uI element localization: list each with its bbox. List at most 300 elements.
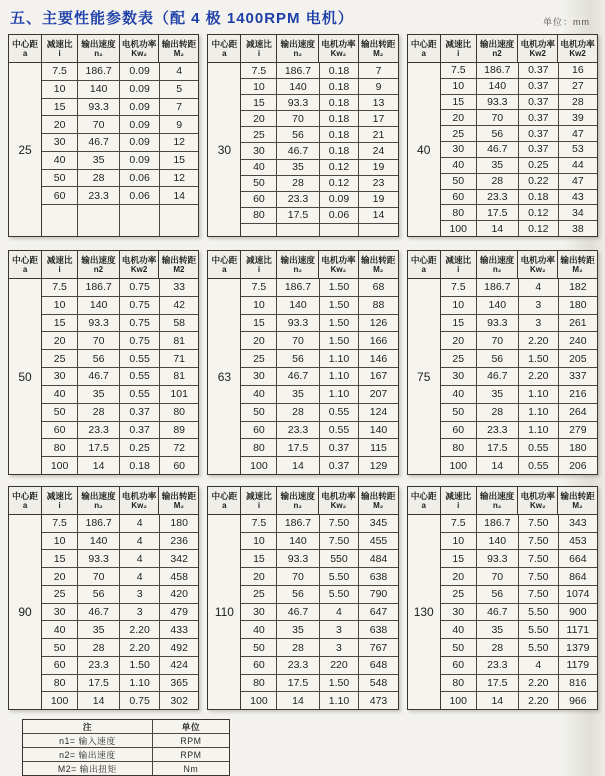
- center-distance-value: 90: [9, 515, 42, 709]
- table-row: [42, 657, 198, 675]
- table-cell: 100: [241, 692, 277, 709]
- table-cell: 7.5: [241, 515, 277, 532]
- table-cell: 28: [78, 404, 120, 421]
- column-header-symbol: Kw₂: [330, 264, 347, 274]
- table-cell: 1.50: [120, 657, 160, 674]
- table-cell: 30: [241, 368, 277, 385]
- table-cell: 3: [320, 639, 360, 656]
- column-header-name: 输出转距: [361, 254, 396, 265]
- table-cell: 1.10: [320, 368, 360, 385]
- table-row: [241, 111, 397, 127]
- table-cell: 5.50: [519, 639, 559, 656]
- table-cell: 0.37: [519, 63, 559, 78]
- table-row: [241, 79, 397, 95]
- table-cell: 186.7: [277, 515, 319, 532]
- column-header: [477, 35, 519, 62]
- table-row: [42, 422, 198, 440]
- table-cell: 70: [78, 116, 120, 133]
- table-cell: 180: [170, 517, 188, 530]
- table-row: [441, 368, 597, 386]
- table-cell: 1.50: [320, 297, 360, 314]
- column-header-name: 输出速度: [81, 254, 116, 265]
- table-row: [241, 586, 397, 604]
- table-cell: 207: [369, 388, 388, 401]
- column-header: [441, 251, 477, 278]
- table-row: [441, 174, 597, 190]
- column-header-symbol: a: [22, 500, 28, 510]
- table-row: [42, 586, 198, 604]
- table-cell: 93.3: [78, 315, 120, 332]
- table-row: [42, 63, 198, 81]
- table-cell: 767: [369, 641, 388, 654]
- column-header-name: 输出转距: [361, 38, 396, 49]
- table-cell: 93.3: [78, 550, 120, 567]
- column-header: [359, 487, 398, 514]
- table-cell: 80: [173, 406, 186, 419]
- column-header: [208, 487, 241, 514]
- table-cell: 0.55: [120, 368, 160, 385]
- table-cell: 15: [241, 550, 277, 567]
- column-header-symbol: i: [457, 48, 460, 58]
- column-header-symbol: a: [222, 48, 227, 58]
- table-cell: 7.50: [519, 568, 559, 585]
- table-cell: 0.18: [120, 457, 160, 474]
- table-row: [441, 550, 597, 568]
- table-row: [42, 692, 198, 709]
- table-cell: 70: [277, 568, 319, 585]
- table-cell: [241, 224, 277, 236]
- column-header: [277, 487, 319, 514]
- table-row: [42, 81, 198, 99]
- table-cell: 40: [441, 386, 477, 403]
- table-cell: 0.09: [120, 81, 160, 98]
- column-header-name: 中心距: [211, 490, 238, 501]
- table-cell: 17.5: [78, 675, 120, 692]
- table-cell: 343: [569, 517, 587, 530]
- table-cell: 15: [441, 550, 477, 567]
- center-distance-value: 63: [208, 279, 241, 474]
- table-cell: 220: [320, 657, 360, 674]
- column-header-name: 电机功率: [321, 490, 356, 501]
- table-cell: 25: [241, 350, 277, 367]
- column-header: [319, 487, 359, 514]
- column-header-name: 输出速度: [280, 490, 315, 501]
- table-row: [441, 675, 597, 693]
- column-header-symbol: a: [222, 500, 227, 510]
- table-cell: [120, 205, 160, 236]
- column-header-symbol: M₂: [373, 264, 384, 274]
- column-header-name: 电机功率: [520, 254, 555, 265]
- table-body: [208, 63, 397, 236]
- table-cell: 337: [569, 370, 587, 383]
- table-cell: 20: [441, 110, 477, 125]
- table-cell: 240: [569, 334, 587, 347]
- table-cell: 20: [441, 568, 477, 585]
- filler-row: [42, 205, 198, 236]
- table-cell: 20: [42, 568, 78, 585]
- column-header: [408, 487, 441, 514]
- column-header: [359, 35, 398, 62]
- table-row: [42, 350, 198, 368]
- center-distance-value: 50: [9, 279, 42, 474]
- column-header: [518, 487, 558, 514]
- table-cell: 14: [477, 692, 519, 709]
- table-cell: 23.3: [277, 422, 319, 439]
- column-header-symbol: Kw₂: [529, 500, 546, 510]
- column-header-name: 减速比: [46, 254, 73, 265]
- column-header-symbol: Kw2: [569, 48, 586, 58]
- column-header-symbol: M₂: [173, 48, 184, 58]
- column-header-name: 减速比: [445, 254, 472, 265]
- table-cell: 50: [441, 404, 477, 421]
- column-header: [558, 487, 597, 514]
- table-cell: 14: [78, 692, 120, 709]
- table-cell: 25: [441, 350, 477, 367]
- table-cell: 7.50: [519, 550, 559, 567]
- table-cell: 70: [78, 332, 120, 349]
- table-row: [241, 533, 397, 551]
- table-cell: 28: [477, 174, 519, 189]
- legend-unit: RPM: [180, 735, 202, 746]
- table-header-row: [208, 35, 397, 63]
- table-row: [241, 692, 397, 709]
- table-cell: 17.5: [277, 439, 319, 456]
- table-cell: 38: [572, 222, 584, 235]
- table-cell: 2.20: [519, 692, 559, 709]
- table-body: [9, 515, 198, 709]
- table-header-row: [9, 35, 198, 63]
- column-header-symbol: i: [257, 500, 261, 510]
- table-row: [42, 639, 198, 657]
- table-cell: 236: [170, 535, 188, 548]
- table-cell: 20: [241, 568, 277, 585]
- table-cell: 14: [477, 457, 519, 474]
- table-cell: 129: [369, 459, 388, 472]
- table-row: [42, 515, 198, 533]
- table-row: [241, 404, 397, 422]
- table-cell: 35: [78, 152, 120, 169]
- column-header-symbol: M2: [173, 264, 185, 274]
- table-cell: 1.50: [320, 279, 360, 296]
- table-row: [42, 568, 198, 586]
- column-header: [277, 35, 319, 62]
- table-cell: 14: [173, 189, 186, 202]
- table-rows: [241, 63, 397, 236]
- table-cell: 186.7: [277, 63, 319, 78]
- table-cell: 342: [170, 552, 188, 565]
- table-cell: 5.50: [320, 568, 360, 585]
- column-header-name: 减速比: [445, 490, 472, 501]
- table-row: [241, 192, 397, 208]
- table-cell: 28: [78, 170, 120, 187]
- column-header: [42, 251, 78, 278]
- table-cell: 43: [572, 190, 584, 203]
- table-cell: 3: [120, 604, 160, 621]
- table-cell: 20: [241, 111, 277, 126]
- table-cell: 24: [372, 145, 385, 158]
- table-cell: 10: [42, 533, 78, 550]
- table-cell: 484: [369, 552, 388, 565]
- table-cell: 28: [78, 639, 120, 656]
- table-cell: 5.50: [320, 586, 360, 603]
- column-header-symbol: i: [58, 500, 61, 510]
- table-cell: 25: [42, 350, 78, 367]
- table-cell: 1.10: [320, 692, 360, 709]
- table-cell: 23.3: [477, 190, 519, 205]
- table-cell: 35: [78, 621, 120, 638]
- table-cell: [160, 205, 198, 236]
- legend-row: [23, 748, 229, 762]
- column-header: [477, 487, 519, 514]
- column-header-symbol: a: [222, 264, 227, 274]
- table-row: [441, 205, 597, 221]
- table-cell: 56: [477, 586, 519, 603]
- table-cell: 50: [441, 174, 477, 189]
- column-header-name: 电机功率: [560, 38, 595, 49]
- table-cell: 7.50: [320, 533, 360, 550]
- table-cell: 2.20: [120, 621, 160, 638]
- table-cell: 40: [241, 160, 277, 175]
- table-cell: 0.25: [120, 439, 160, 456]
- table-cell: 9: [176, 118, 183, 131]
- column-header-name: 减速比: [246, 490, 272, 501]
- table-cell: 2.20: [519, 332, 559, 349]
- column-header: [9, 35, 42, 62]
- table-row: [441, 568, 597, 586]
- table-cell: 7.5: [441, 63, 477, 78]
- table-cell: 790: [369, 588, 388, 601]
- column-header-name: 电机功率: [520, 38, 555, 49]
- table-cell: 35: [277, 621, 319, 638]
- table-cell: 816: [569, 676, 587, 689]
- table-row: [42, 187, 198, 205]
- table-cell: [78, 205, 120, 236]
- page-title: 五、主要性能参数表（配 4 极 1400RPM 电机）: [10, 10, 354, 27]
- table-cell: 0.18: [320, 127, 360, 142]
- table-cell: 100: [42, 457, 78, 474]
- column-header-name: 中心距: [410, 490, 437, 501]
- table-cell: 3: [519, 315, 559, 332]
- table-cell: 50: [42, 170, 78, 187]
- table-cell: 46.7: [477, 142, 519, 157]
- table-cell: 46.7: [277, 143, 319, 158]
- table-cell: 15: [441, 95, 477, 110]
- table-row: [441, 533, 597, 551]
- column-header-name: 输出转距: [161, 254, 197, 265]
- table-cell: 30: [241, 604, 277, 621]
- column-header: [408, 251, 441, 278]
- table-cell: 345: [369, 517, 388, 530]
- column-header-name: 减速比: [246, 254, 272, 265]
- column-header-symbol: M₂: [572, 500, 583, 510]
- table-row: [241, 457, 397, 474]
- table-row: [441, 126, 597, 142]
- table-cell: 20: [241, 332, 277, 349]
- table-cell: 279: [569, 423, 587, 436]
- table-cell: 2.20: [120, 639, 160, 656]
- table-row: [241, 604, 397, 622]
- table-cell: 93.3: [277, 315, 319, 332]
- table-row: [241, 422, 397, 440]
- table-cell: 548: [369, 676, 388, 689]
- table-cell: 186.7: [477, 515, 519, 532]
- column-header: [558, 35, 597, 62]
- table-cell: 4: [519, 279, 559, 296]
- column-header: [277, 251, 319, 278]
- column-header-name: 输出转距: [560, 254, 595, 265]
- column-header-symbol: Kw2: [529, 48, 546, 58]
- column-header-symbol: a: [421, 264, 426, 274]
- column-header-name: 电机功率: [121, 254, 157, 265]
- table-cell: 34: [572, 206, 584, 219]
- table-row: [441, 190, 597, 206]
- table-header-row: [208, 487, 397, 515]
- table-cell: 1.10: [320, 350, 360, 367]
- column-header-symbol: M₂: [173, 500, 184, 510]
- table-cell: 7.5: [42, 63, 78, 80]
- table-cell: 186.7: [78, 63, 120, 80]
- column-header-symbol: i: [58, 264, 61, 274]
- table-cell: 80: [441, 439, 477, 456]
- table-cell: 0.55: [519, 457, 559, 474]
- tables-row-1: [8, 34, 598, 237]
- table-cell: 10: [241, 533, 277, 550]
- table-cell: 7.50: [519, 515, 559, 532]
- column-header-symbol: Kw₂: [131, 500, 147, 510]
- table-body: [208, 515, 397, 709]
- table-cell: 216: [569, 388, 587, 401]
- table-cell: 458: [170, 570, 188, 583]
- table-cell: 0.75: [120, 332, 160, 349]
- table-cell: 492: [170, 641, 188, 654]
- table-cell: 4: [120, 550, 160, 567]
- column-header: [42, 35, 78, 62]
- table-cell: 0.37: [120, 404, 160, 421]
- column-header-symbol: i: [457, 264, 460, 274]
- table-cell: 93.3: [277, 550, 319, 567]
- table-cell: 17.5: [78, 439, 120, 456]
- column-header: [159, 487, 198, 514]
- column-header: [558, 251, 597, 278]
- column-header-name: 输出速度: [81, 38, 116, 49]
- table-cell: 0.37: [519, 126, 559, 141]
- table-cell: 10: [241, 297, 277, 314]
- table-cell: 28: [277, 176, 319, 191]
- table-row: [441, 621, 597, 639]
- column-header: [120, 251, 160, 278]
- column-header-symbol: i: [257, 48, 261, 58]
- column-header-name: 中心距: [211, 254, 238, 265]
- column-header-name: 中心距: [12, 490, 38, 501]
- column-header-symbol: i: [457, 500, 460, 510]
- table-cell: 167: [369, 370, 388, 383]
- table-body: [408, 515, 597, 709]
- table-cell: 12: [173, 136, 186, 149]
- table-cell: 35: [477, 158, 519, 173]
- table-cell: 365: [170, 676, 188, 689]
- column-header-symbol: Kw₂: [529, 264, 546, 274]
- table-cell: 1.10: [519, 422, 559, 439]
- table-cell: 56: [477, 126, 519, 141]
- table-body: [9, 63, 198, 236]
- column-header-symbol: n₂: [293, 48, 302, 58]
- table-cell: 93.3: [477, 550, 519, 567]
- table-rows: [42, 279, 198, 474]
- table-cell: 864: [569, 570, 587, 583]
- table-cell: 101: [170, 388, 188, 401]
- table-cell: 50: [441, 639, 477, 656]
- table-cell: 60: [42, 422, 78, 439]
- table-cell: 648: [369, 659, 388, 672]
- table-cell: 28: [572, 96, 584, 109]
- table-cell: 10: [441, 533, 477, 550]
- table-cell: 16: [572, 64, 584, 77]
- table-cell: 15: [441, 315, 477, 332]
- table-cell: 50: [241, 639, 277, 656]
- table-cell: 1.50: [320, 315, 360, 332]
- column-header: [441, 487, 477, 514]
- table-cell: 17: [372, 112, 385, 125]
- table-cell: 27: [572, 80, 584, 93]
- table-row: [441, 297, 597, 315]
- table-cell: 0.37: [519, 142, 559, 157]
- table-row: [441, 422, 597, 440]
- param-table-a63: [207, 250, 398, 475]
- table-cell: 25: [441, 126, 477, 141]
- param-table-a110: [207, 486, 398, 710]
- center-distance-value: 40: [408, 63, 441, 236]
- table-cell: 5.50: [519, 621, 559, 638]
- table-cell: 140: [277, 533, 319, 550]
- table-row: [241, 176, 397, 192]
- table-cell: 28: [277, 639, 319, 656]
- param-table-a30: [207, 34, 398, 237]
- table-cell: 453: [569, 535, 587, 548]
- table-cell: 60: [441, 190, 477, 205]
- table-cell: 7.5: [241, 279, 277, 296]
- table-cell: 0.55: [120, 386, 160, 403]
- table-cell: 80: [441, 205, 477, 220]
- table-cell: 1.10: [519, 386, 559, 403]
- table-cell: 35: [277, 160, 319, 175]
- table-cell: 20: [441, 332, 477, 349]
- table-row: [241, 550, 397, 568]
- table-cell: 0.18: [320, 143, 360, 158]
- column-header-name: 减速比: [445, 38, 472, 49]
- table-cell: 30: [42, 604, 78, 621]
- column-header-symbol: n₂: [94, 48, 103, 58]
- table-cell: 966: [569, 694, 587, 707]
- table-cell: 7.5: [441, 279, 477, 296]
- table-cell: 60: [241, 657, 277, 674]
- column-header-name: 输出转距: [161, 490, 197, 501]
- column-header-name: 输出速度: [280, 38, 315, 49]
- table-cell: 35: [477, 621, 519, 638]
- table-cell: 80: [241, 208, 277, 223]
- column-header-symbol: M₂: [572, 264, 583, 274]
- table-cell: 0.06: [120, 170, 160, 187]
- table-cell: 47: [572, 175, 584, 188]
- table-cell: 93.3: [78, 99, 120, 116]
- column-header-name: 输出速度: [479, 490, 515, 501]
- table-cell: 140: [277, 79, 319, 94]
- table-cell: 0.55: [120, 350, 160, 367]
- table-cell: 1.10: [320, 386, 360, 403]
- table-row: [42, 99, 198, 117]
- table-cell: 60: [42, 657, 78, 674]
- param-table-a130: [407, 486, 598, 710]
- table-cell: 14: [477, 221, 519, 236]
